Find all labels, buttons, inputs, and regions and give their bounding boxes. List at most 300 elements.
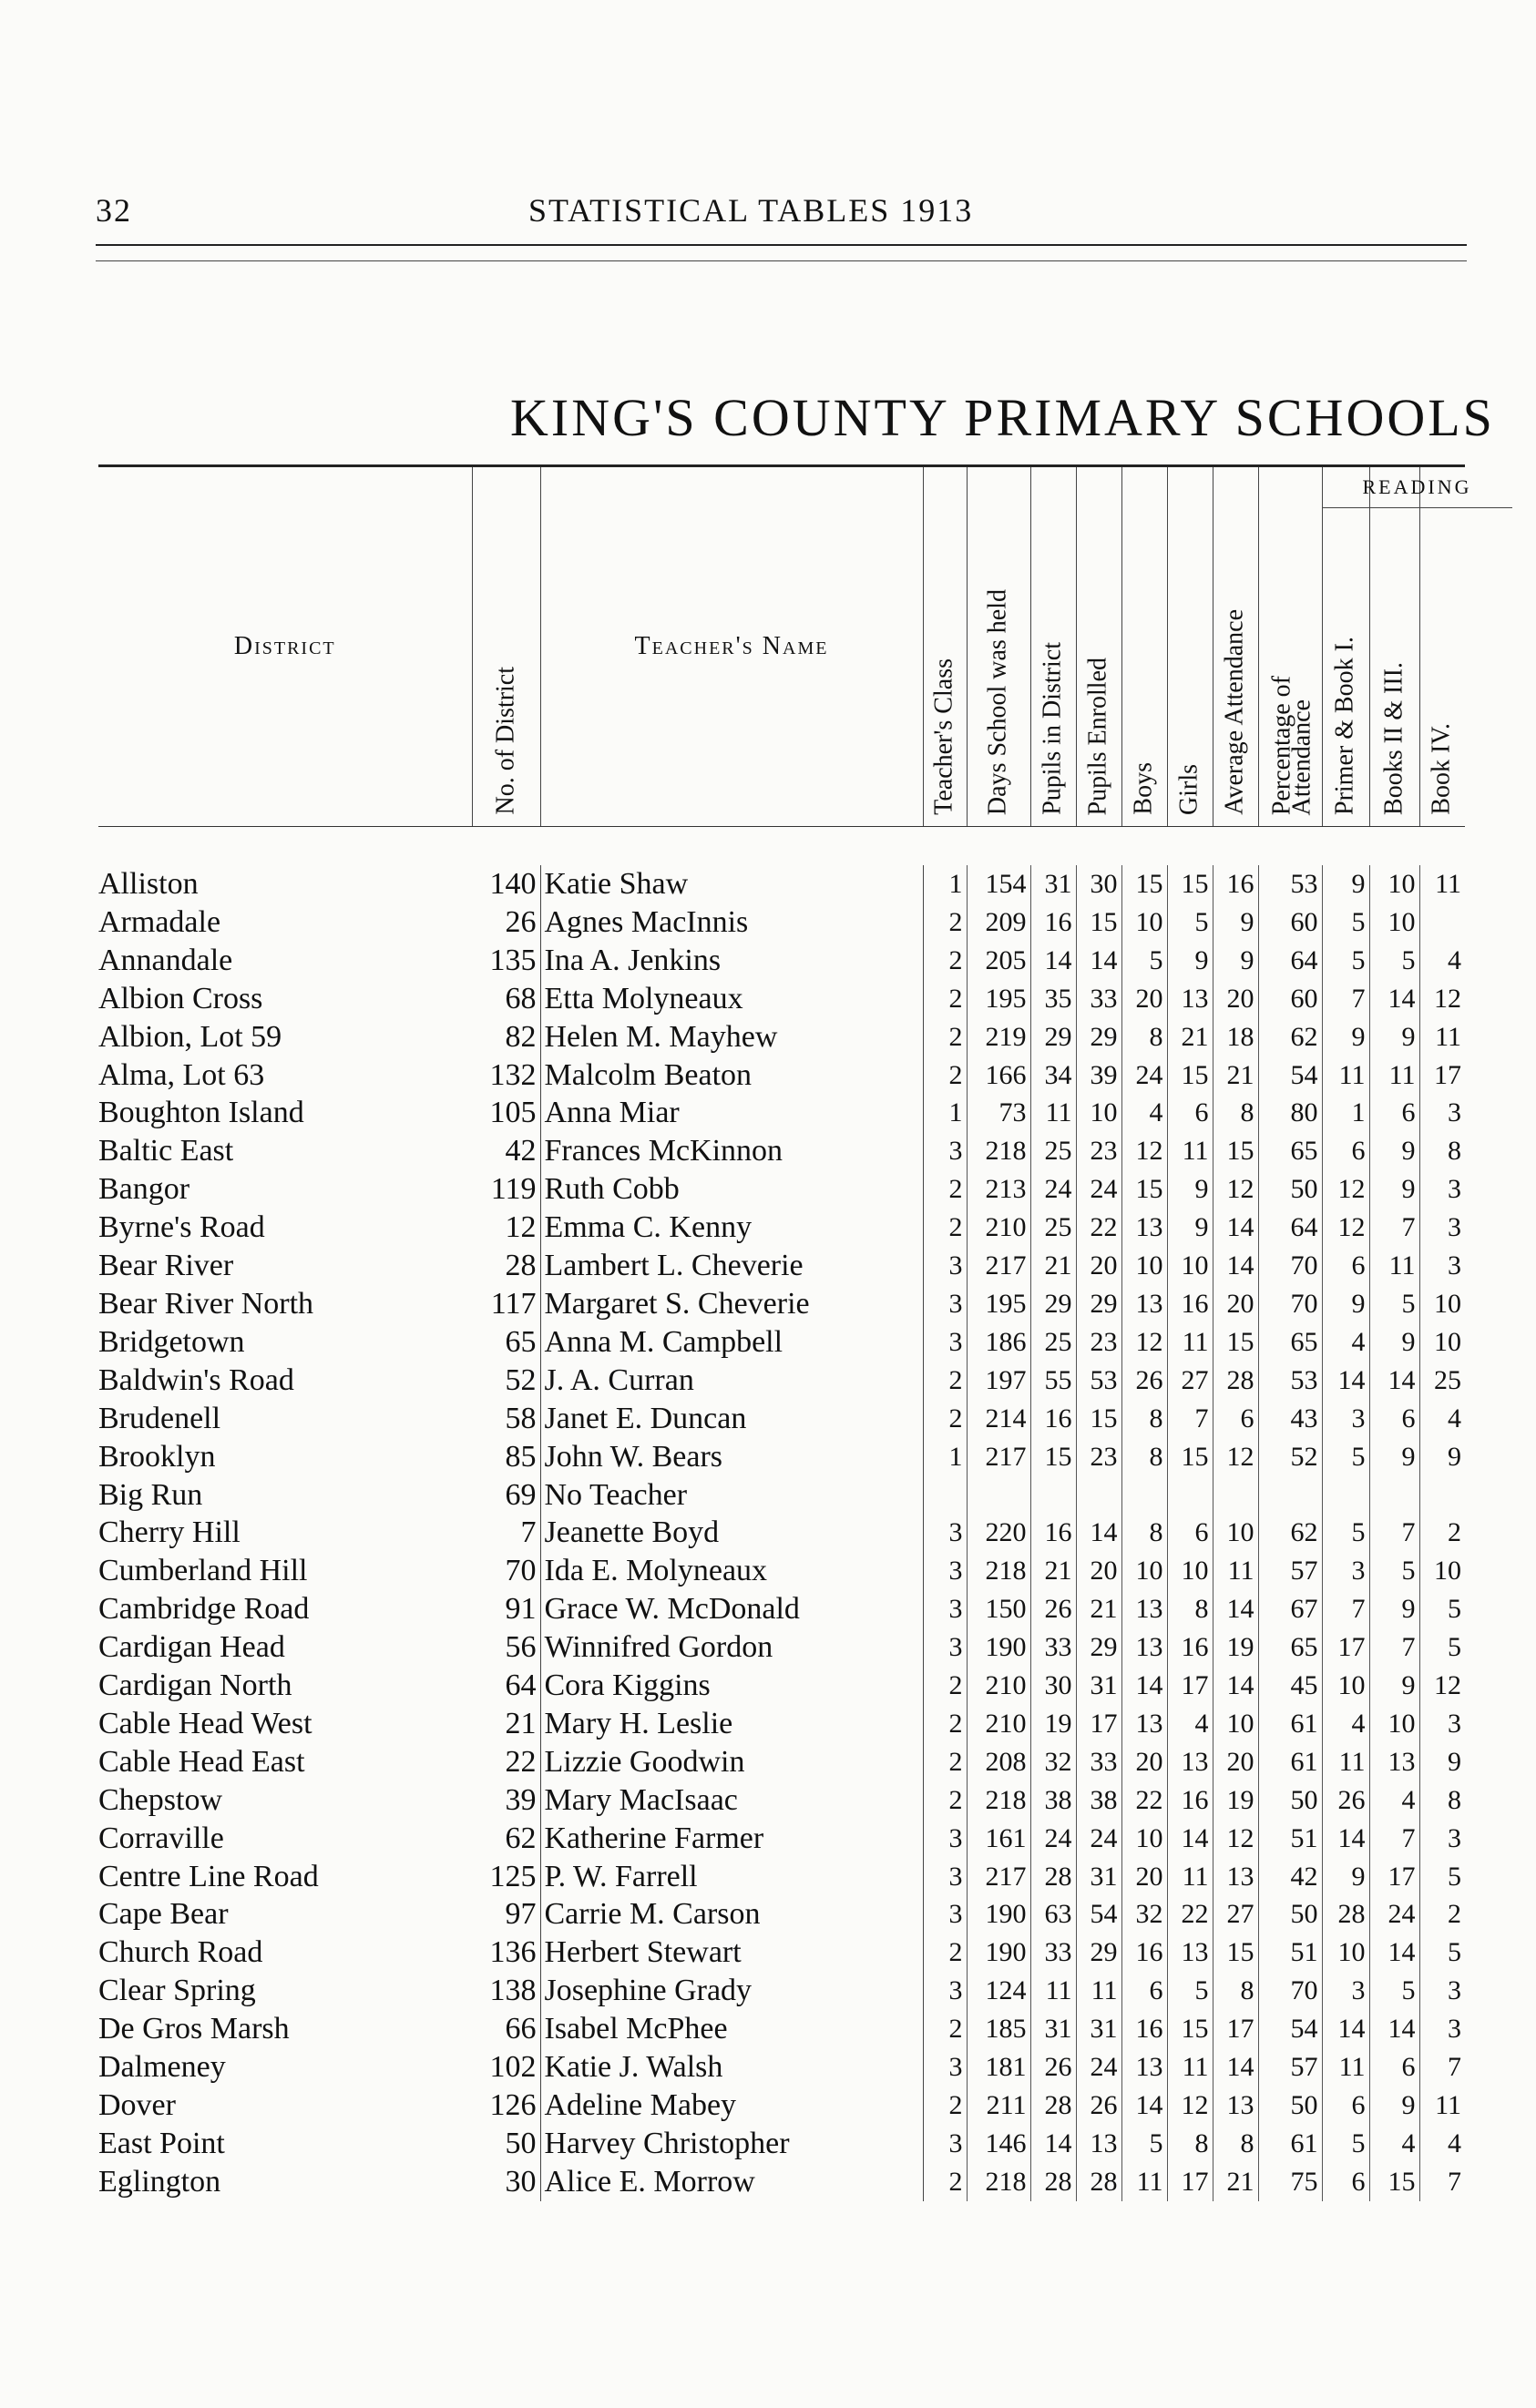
cell-pupils-enrolled: 53	[1076, 1362, 1121, 1400]
cell-days: 218	[967, 1781, 1030, 1820]
cell-boys: 12	[1121, 1132, 1167, 1170]
cell-district: Byrne's Road	[98, 1210, 265, 1245]
cell-pupils-enrolled: 15	[1076, 1400, 1121, 1438]
cell-average: 19	[1213, 1628, 1258, 1667]
cell-pupils-district: 19	[1030, 1705, 1076, 1743]
cell-district: Cardigan Head	[98, 1630, 285, 1665]
schools-table	[98, 464, 1472, 2201]
cell-books-2-3: 7	[1369, 1209, 1419, 1247]
cell-average: 12	[1213, 1820, 1258, 1858]
cell-teacher: Josephine Grady	[540, 1972, 923, 2010]
cell-pupils-enrolled: 23	[1076, 1132, 1121, 1170]
schools-table-container	[98, 464, 1472, 2201]
cell-boys: 13	[1121, 1285, 1167, 1323]
cell-books-2-3: 14	[1369, 2010, 1419, 2048]
cell-girls: 13	[1167, 1743, 1213, 1781]
cell-boys: 24	[1121, 1056, 1167, 1095]
cell-pupils-enrolled: 29	[1076, 1934, 1121, 1972]
cell-days: 217	[967, 1247, 1030, 1285]
cell-percentage: 50	[1258, 1170, 1322, 1209]
cell-percentage: 75	[1258, 2163, 1322, 2201]
cell-class: 2	[923, 1209, 967, 1247]
cell-books-2-3: 7	[1369, 1820, 1419, 1858]
cell-average: 14	[1213, 1590, 1258, 1628]
header-book-4: Book IV.	[1419, 466, 1465, 827]
cell-average: 10	[1213, 1514, 1258, 1552]
cell-pupils-district	[1030, 1476, 1076, 1515]
cell-percentage: 67	[1258, 1590, 1322, 1628]
cell-book-4: 4	[1448, 944, 1461, 975]
cell-girls: 11	[1167, 1323, 1213, 1362]
cell-percentage: 64	[1258, 942, 1322, 980]
cell-district: Corraville	[98, 1821, 224, 1855]
cell-girls: 11	[1167, 1858, 1213, 1896]
cell-days: 218	[967, 1552, 1030, 1590]
cell-book-4: 11	[1435, 1021, 1461, 1052]
cell-pupils-district: 55	[1030, 1362, 1076, 1400]
table-row	[98, 1628, 1465, 1667]
cell-books-2-3: 6	[1369, 1400, 1419, 1438]
cell-no: 65	[472, 1323, 540, 1362]
cell-teacher: Katie Shaw	[540, 865, 923, 903]
cell-girls: 16	[1167, 1781, 1213, 1820]
table-row	[98, 1323, 1465, 1362]
cell-average: 14	[1213, 2048, 1258, 2087]
cell-days: 208	[967, 1743, 1030, 1781]
cell-district: Albion, Lot 59	[98, 1019, 282, 1054]
cell-days: 205	[967, 942, 1030, 980]
cell-pupils-district: 14	[1030, 942, 1076, 980]
table-row	[98, 1895, 1465, 1934]
cell-percentage: 54	[1258, 1056, 1322, 1095]
cell-pupils-district: 32	[1030, 1743, 1076, 1781]
cell-pupils-enrolled: 28	[1076, 2163, 1121, 2201]
cell-no: 135	[472, 942, 540, 980]
cell-pupils-enrolled: 15	[1076, 903, 1121, 942]
cell-girls: 22	[1167, 1895, 1213, 1934]
cell-book-4: 12	[1434, 983, 1461, 1014]
cell-book-4: 8	[1448, 1784, 1461, 1815]
cell-boys	[1121, 1476, 1167, 1515]
table-row	[98, 2048, 1465, 2087]
cell-book-4: 3	[1448, 1097, 1461, 1128]
header-teacher-name: Teacher's Name	[540, 466, 923, 827]
table-row	[98, 1934, 1465, 1972]
cell-no: 136	[472, 1934, 540, 1972]
cell-book-4: 10	[1434, 1326, 1461, 1357]
cell-average: 14	[1213, 1667, 1258, 1705]
cell-girls	[1167, 1476, 1213, 1515]
cell-primer: 14	[1322, 2010, 1369, 2048]
cell-district: De Gros Marsh	[98, 2012, 290, 2046]
cell-teacher: Malcolm Beaton	[540, 1056, 923, 1095]
cell-girls: 5	[1167, 903, 1213, 942]
cell-book-4: 25	[1434, 1364, 1461, 1395]
cell-girls: 16	[1167, 1285, 1213, 1323]
cell-boys: 13	[1121, 1705, 1167, 1743]
cell-primer: 14	[1322, 1362, 1369, 1400]
cell-days: 190	[967, 1934, 1030, 1972]
cell-book-4: 5	[1448, 1632, 1461, 1663]
cell-pupils-enrolled: 29	[1076, 1628, 1121, 1667]
cell-primer: 12	[1322, 1209, 1369, 1247]
cell-pupils-enrolled: 39	[1076, 1056, 1121, 1095]
cell-percentage: 51	[1258, 1934, 1322, 1972]
cell-district: Big Run	[98, 1477, 203, 1512]
cell-class: 3	[923, 1323, 967, 1362]
cell-boys: 8	[1121, 1514, 1167, 1552]
cell-book-4: 9	[1448, 1441, 1461, 1472]
cell-days: 166	[967, 1056, 1030, 1095]
cell-pupils-district: 28	[1030, 2163, 1076, 2201]
cell-girls: 9	[1167, 1170, 1213, 1209]
cell-class: 2	[923, 1705, 967, 1743]
cell-days: 217	[967, 1858, 1030, 1896]
header-rule-top	[96, 244, 1467, 246]
cell-district: East Point	[98, 2126, 225, 2160]
cell-books-2-3: 7	[1369, 1514, 1419, 1552]
header-days-held: Days School was held	[967, 466, 1030, 827]
cell-girls: 4	[1167, 1705, 1213, 1743]
cell-books-2-3: 17	[1369, 1858, 1419, 1896]
cell-pupils-district: 29	[1030, 1018, 1076, 1056]
cell-class: 3	[923, 1247, 967, 1285]
cell-average: 16	[1213, 865, 1258, 903]
header-average-attendance: Average Attendance	[1213, 466, 1258, 827]
header-rule-bottom	[96, 260, 1467, 261]
cell-primer: 4	[1322, 1323, 1369, 1362]
cell-pupils-enrolled: 20	[1076, 1552, 1121, 1590]
cell-percentage: 50	[1258, 1781, 1322, 1820]
cell-average: 10	[1213, 1705, 1258, 1743]
cell-primer: 5	[1322, 903, 1369, 942]
cell-boys: 13	[1121, 2048, 1167, 2087]
cell-girls: 16	[1167, 1628, 1213, 1667]
cell-books-2-3: 5	[1369, 1285, 1419, 1323]
cell-class: 2	[923, 1362, 967, 1400]
cell-book-4: 4	[1448, 1403, 1461, 1434]
cell-days: 181	[967, 2048, 1030, 2087]
cell-pupils-district: 16	[1030, 1400, 1076, 1438]
cell-class: 1	[923, 865, 967, 903]
cell-no: 70	[472, 1552, 540, 1590]
cell-book-4: 5	[1448, 1937, 1461, 1968]
cell-pupils-district: 31	[1030, 2010, 1076, 2048]
cell-no: 126	[472, 2087, 540, 2125]
cell-class: 3	[923, 1514, 967, 1552]
cell-books-2-3: 9	[1369, 1667, 1419, 1705]
cell-primer: 9	[1322, 1018, 1369, 1056]
cell-pupils-enrolled: 33	[1076, 980, 1121, 1018]
table-row	[98, 1018, 1465, 1056]
cell-primer: 6	[1322, 2087, 1369, 2125]
cell-book-4	[1419, 1476, 1465, 1515]
cell-primer: 9	[1322, 865, 1369, 903]
cell-district: Cherry Hill	[98, 1515, 241, 1550]
cell-percentage: 64	[1258, 1209, 1322, 1247]
cell-teacher: Cora Kiggins	[540, 1667, 923, 1705]
cell-book-4: 12	[1434, 1670, 1461, 1701]
cell-district: Armadale	[98, 904, 221, 939]
cell-pupils-district: 21	[1030, 1552, 1076, 1590]
header-pupils-enrolled: Pupils Enrolled	[1076, 466, 1121, 827]
cell-girls: 10	[1167, 1552, 1213, 1590]
cell-primer: 5	[1322, 1438, 1369, 1476]
cell-no: 97	[472, 1895, 540, 1934]
cell-primer: 9	[1322, 1285, 1369, 1323]
cell-book-4: 11	[1435, 2090, 1461, 2120]
cell-boys: 20	[1121, 1858, 1167, 1896]
table-row	[98, 1170, 1465, 1209]
cell-average	[1213, 1476, 1258, 1515]
cell-no: 91	[472, 1590, 540, 1628]
cell-books-2-3: 9	[1369, 1590, 1419, 1628]
cell-teacher: Katherine Farmer	[540, 1820, 923, 1858]
cell-days: 73	[967, 1094, 1030, 1132]
cell-girls: 6	[1167, 1094, 1213, 1132]
cell-girls: 15	[1167, 2010, 1213, 2048]
cell-pupils-district: 11	[1030, 1972, 1076, 2010]
cell-average: 12	[1213, 1170, 1258, 1209]
cell-pupils-district: 24	[1030, 1820, 1076, 1858]
cell-boys: 4	[1121, 1094, 1167, 1132]
header-books-2-3: Books II & III.	[1369, 466, 1419, 827]
cell-primer: 7	[1322, 1590, 1369, 1628]
cell-boys: 12	[1121, 1323, 1167, 1362]
cell-pupils-enrolled: 13	[1076, 2125, 1121, 2163]
cell-pupils-enrolled: 29	[1076, 1018, 1121, 1056]
cell-class: 3	[923, 1552, 967, 1590]
cell-girls: 9	[1167, 1209, 1213, 1247]
cell-days: 190	[967, 1895, 1030, 1934]
cell-class: 3	[923, 1590, 967, 1628]
cell-no: 62	[472, 1820, 540, 1858]
cell-percentage: 60	[1258, 980, 1322, 1018]
cell-books-2-3: 9	[1369, 1323, 1419, 1362]
cell-boys: 5	[1121, 942, 1167, 980]
cell-girls: 15	[1167, 1438, 1213, 1476]
cell-days: 220	[967, 1514, 1030, 1552]
cell-pupils-district: 29	[1030, 1285, 1076, 1323]
cell-average: 20	[1213, 1285, 1258, 1323]
cell-pupils-enrolled: 54	[1076, 1895, 1121, 1934]
cell-no: 30	[472, 2163, 540, 2201]
cell-primer: 11	[1322, 1743, 1369, 1781]
cell-district: Bangor	[98, 1172, 190, 1207]
cell-book-4: 17	[1434, 1059, 1461, 1090]
cell-book-4: 3	[1448, 1975, 1461, 2006]
cell-teacher: Agnes MacInnis	[540, 903, 923, 942]
cell-book-4: 3	[1448, 1708, 1461, 1739]
cell-primer: 3	[1322, 1552, 1369, 1590]
cell-days: 214	[967, 1400, 1030, 1438]
cell-average: 20	[1213, 1743, 1258, 1781]
cell-average: 14	[1213, 1247, 1258, 1285]
table-row	[98, 1247, 1465, 1285]
cell-primer: 14	[1322, 1820, 1369, 1858]
cell-girls: 13	[1167, 1934, 1213, 1972]
cell-book-4: 10	[1434, 1556, 1461, 1587]
cell-no: 52	[472, 1362, 540, 1400]
cell-district: Bear River North	[98, 1286, 314, 1321]
cell-pupils-enrolled: 31	[1076, 1858, 1121, 1896]
cell-book-4: 11	[1435, 869, 1461, 899]
header-girls: Girls	[1167, 466, 1213, 827]
table-row	[98, 1972, 1465, 2010]
cell-average: 19	[1213, 1781, 1258, 1820]
cell-girls: 8	[1167, 2125, 1213, 2163]
cell-boys: 10	[1121, 1552, 1167, 1590]
cell-books-2-3: 6	[1369, 1094, 1419, 1132]
cell-percentage: 45	[1258, 1667, 1322, 1705]
cell-books-2-3: 9	[1369, 1132, 1419, 1170]
cell-average: 21	[1213, 2163, 1258, 2201]
cell-books-2-3: 11	[1369, 1247, 1419, 1285]
cell-primer: 1	[1322, 1094, 1369, 1132]
cell-average: 6	[1213, 1400, 1258, 1438]
cell-class: 1	[923, 1094, 967, 1132]
table-row	[98, 1476, 1465, 1515]
cell-average: 28	[1213, 1362, 1258, 1400]
cell-no: 56	[472, 1628, 540, 1667]
cell-no: 58	[472, 1400, 540, 1438]
cell-average: 8	[1213, 1972, 1258, 2010]
cell-class: 3	[923, 2125, 967, 2163]
cell-district: Dalmeney	[98, 2050, 226, 2085]
cell-days: 195	[967, 1285, 1030, 1323]
table-row	[98, 2087, 1465, 2125]
cell-primer: 26	[1322, 1781, 1369, 1820]
cell-pupils-enrolled: 23	[1076, 1438, 1121, 1476]
cell-teacher: Ida E. Molyneaux	[540, 1552, 923, 1590]
cell-percentage: 51	[1258, 1820, 1322, 1858]
cell-pupils-district: 11	[1030, 1094, 1076, 1132]
cell-pupils-district: 35	[1030, 980, 1076, 1018]
cell-pupils-district: 25	[1030, 1132, 1076, 1170]
cell-days: 210	[967, 1667, 1030, 1705]
cell-teacher: Jeanette Boyd	[540, 1514, 923, 1552]
cell-percentage: 70	[1258, 1247, 1322, 1285]
cell-days: 150	[967, 1590, 1030, 1628]
cell-class: 2	[923, 2010, 967, 2048]
cell-district: Clear Spring	[98, 1974, 256, 2008]
cell-percentage: 61	[1258, 2125, 1322, 2163]
cell-pupils-enrolled	[1076, 1476, 1121, 1515]
cell-class: 2	[923, 2087, 967, 2125]
cell-days: 186	[967, 1323, 1030, 1362]
header-percentage-attendance: Percentage of Attendance	[1258, 466, 1322, 827]
header-reading-group: READING	[1323, 467, 1512, 508]
table-row	[98, 1400, 1465, 1438]
cell-book-4: 5	[1448, 1861, 1461, 1892]
cell-days: 210	[967, 1705, 1030, 1743]
cell-pupils-district: 25	[1030, 1209, 1076, 1247]
header-no-of-district: No. of District	[472, 466, 540, 827]
cell-primer: 12	[1322, 1170, 1369, 1209]
cell-no: 21	[472, 1705, 540, 1743]
cell-primer: 10	[1322, 1667, 1369, 1705]
cell-district: Chepstow	[98, 1782, 222, 1817]
cell-average: 9	[1213, 942, 1258, 980]
cell-pupils-district: 21	[1030, 1247, 1076, 1285]
cell-days: 209	[967, 903, 1030, 942]
cell-boys: 15	[1121, 1170, 1167, 1209]
cell-book-4: 3	[1448, 2014, 1461, 2045]
cell-days: 146	[967, 2125, 1030, 2163]
cell-teacher: Herbert Stewart	[540, 1934, 923, 1972]
cell-teacher: Janet E. Duncan	[540, 1400, 923, 1438]
cell-pupils-district: 26	[1030, 2048, 1076, 2087]
cell-class: 2	[923, 980, 967, 1018]
cell-average: 20	[1213, 980, 1258, 1018]
cell-no: 138	[472, 1972, 540, 2010]
cell-average: 8	[1213, 1094, 1258, 1132]
page-number: 32	[96, 192, 132, 229]
header-pupils-in-district: Pupils in District	[1030, 466, 1076, 827]
cell-class: 3	[923, 1858, 967, 1896]
cell-class: 2	[923, 1743, 967, 1781]
cell-teacher: No Teacher	[540, 1476, 923, 1515]
cell-percentage: 53	[1258, 1362, 1322, 1400]
cell-book-4: 2	[1448, 1517, 1461, 1548]
cell-teacher: Winnifred Gordon	[540, 1628, 923, 1667]
cell-books-2-3: 5	[1369, 1972, 1419, 2010]
cell-district: Cable Head East	[98, 1744, 305, 1779]
cell-pupils-district: 33	[1030, 1934, 1076, 1972]
cell-pupils-enrolled: 22	[1076, 1209, 1121, 1247]
cell-no: 132	[472, 1056, 540, 1095]
cell-average: 17	[1213, 2010, 1258, 2048]
cell-boys: 20	[1121, 1743, 1167, 1781]
table-row	[98, 1514, 1465, 1552]
cell-no: 102	[472, 2048, 540, 2087]
cell-class: 2	[923, 1781, 967, 1820]
cell-district: Annandale	[98, 943, 233, 977]
cell-days: 185	[967, 2010, 1030, 2048]
cell-class: 2	[923, 1056, 967, 1095]
cell-class: 2	[923, 942, 967, 980]
cell-pupils-enrolled: 29	[1076, 1285, 1121, 1323]
cell-percentage: 60	[1258, 903, 1322, 942]
cell-teacher: Mary MacIsaac	[540, 1781, 923, 1820]
cell-primer: 11	[1322, 1056, 1369, 1095]
cell-books-2-3: 14	[1369, 1934, 1419, 1972]
cell-primer: 7	[1322, 980, 1369, 1018]
cell-class: 2	[923, 2163, 967, 2201]
cell-no: 12	[472, 1209, 540, 1247]
cell-district: Cardigan North	[98, 1668, 292, 1703]
cell-boys: 14	[1121, 1667, 1167, 1705]
cell-pupils-enrolled: 11	[1076, 1972, 1121, 2010]
table-row	[98, 2163, 1465, 2201]
cell-percentage: 61	[1258, 1743, 1322, 1781]
cell-days: 213	[967, 1170, 1030, 1209]
cell-boys: 11	[1121, 2163, 1167, 2201]
cell-district: Cape Bear	[98, 1897, 229, 1932]
cell-class: 2	[923, 1018, 967, 1056]
cell-pupils-enrolled: 20	[1076, 1247, 1121, 1285]
cell-teacher: Frances McKinnon	[540, 1132, 923, 1170]
cell-girls: 21	[1167, 1018, 1213, 1056]
cell-pupils-district: 28	[1030, 1858, 1076, 1896]
table-row	[98, 1094, 1465, 1132]
cell-girls: 11	[1167, 2048, 1213, 2087]
cell-no: 66	[472, 2010, 540, 2048]
cell-book-4	[1419, 903, 1465, 942]
cell-class: 2	[923, 1170, 967, 1209]
cell-books-2-3: 11	[1369, 1056, 1419, 1095]
cell-percentage: 65	[1258, 1132, 1322, 1170]
